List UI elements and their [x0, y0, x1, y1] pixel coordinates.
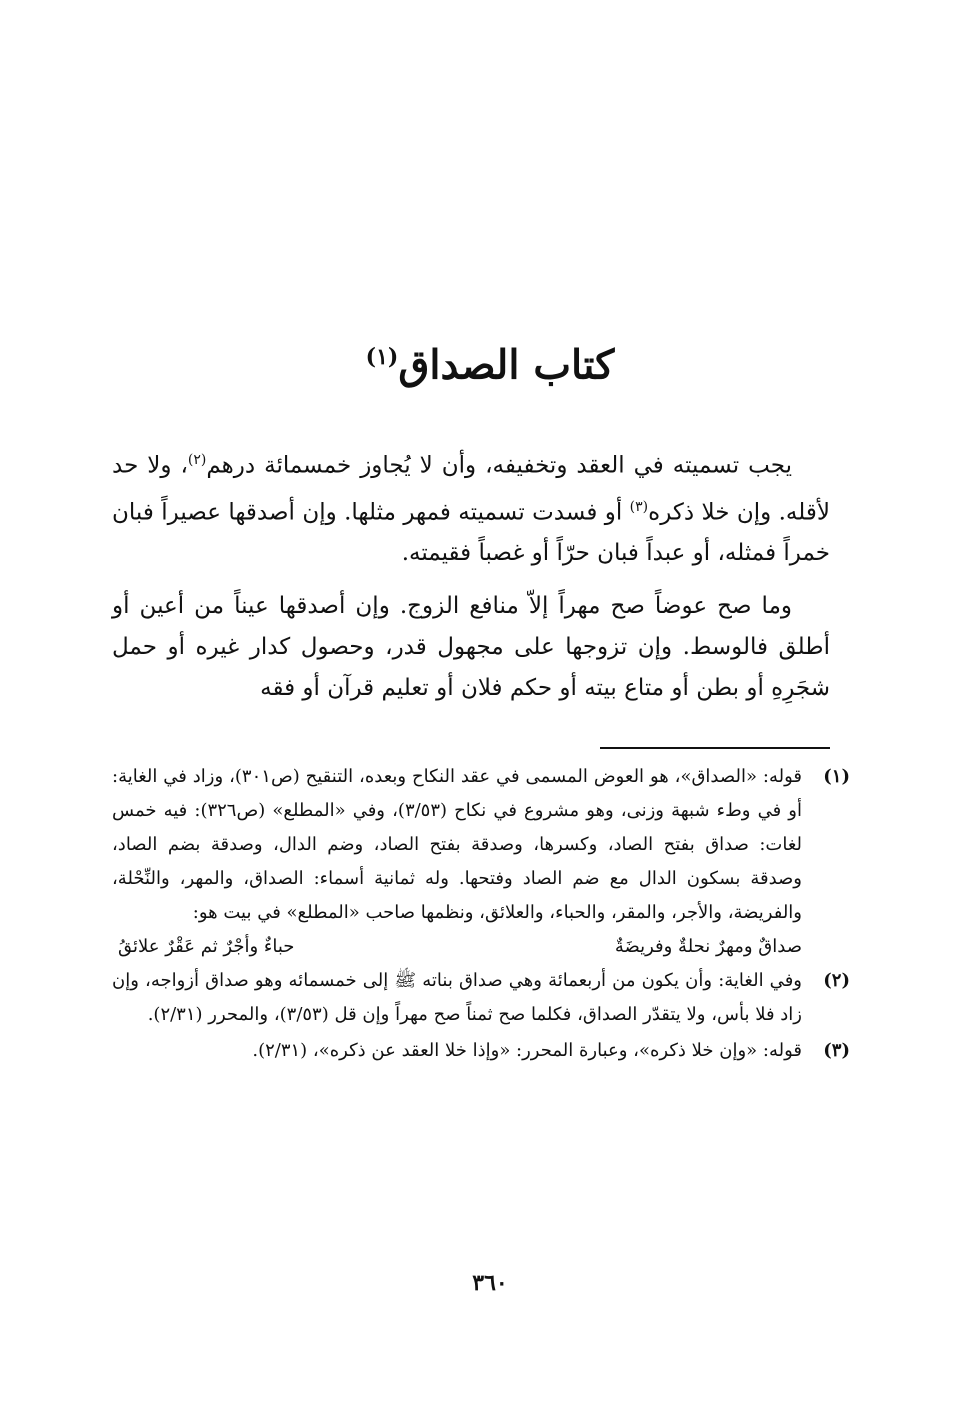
chapter-title-footnote-ref: (١) — [365, 343, 399, 370]
footnotes — [112, 760, 850, 1068]
footnote-1-body — [112, 760, 802, 930]
verse-first-hemistich: صداقٌ ومهرٌ نحلةٌ وفريضَةٌ — [614, 936, 802, 957]
footnote-ref-2: (٢) — [187, 452, 207, 468]
footnote-1-number: (١) — [823, 766, 850, 787]
footnote-separator — [600, 747, 830, 749]
footnote-2-text: وفي الغاية: وأن يكون من أربعمائة وهي صداق بناته ﷺ إلى خمسمائه وهو صداق أزواجه، وإن زاد فلا بأس، ولا يتقدّر الصداق، فكلما صح ثمناً صح مهراً وإن قل (٣/٥٣)، والمحرر (٢/٣١). — [112, 970, 802, 1025]
chapter-title-text: كتاب الصداق — [398, 341, 615, 389]
chapter-title — [0, 327, 980, 395]
footnote-1-verse — [112, 930, 850, 964]
paragraph-1-part-3: أو فسدت تسميته فمهر مثلها. وإن أصدقها عصيراً فبان خمراً فمثله، أو عبداً فبان حرّاً أو غصباً فقيمته. — [112, 499, 830, 567]
main-text — [112, 440, 830, 709]
paragraph-1-part-1: يجب تسميته في العقد وتخفيفه، وأن لا يُجاوز خمسمائة درهم — [206, 452, 792, 479]
page-number: ٣٦٠ — [472, 1270, 508, 1296]
paragraph-1 — [112, 440, 830, 574]
footnote-ref-3: (٣) — [629, 498, 649, 515]
footnote-3 — [112, 1034, 850, 1068]
paragraph-1-part-2: ، ولا حد لأقله. وإن خلا ذكره — [112, 452, 830, 526]
footnote-3-text: قوله: «وإن خلا ذكره»، وعبارة المحرر: «وإذا خلا العقد عن ذكره»، (٢/٣١). — [252, 1040, 802, 1061]
footnote-1 — [112, 760, 850, 930]
paragraph-2: وما صح عوضاً صح مهراً إلاّ منافع الزوج. وإن أصدقها عيناً من أعين أو أطلق فالوسط. وإن تزوجها على مجهول قدر، وحصول كدار غيره أو حمل شجَرِهِ أو بطن أو متاع بيته أو حكم فلان أو تعليم قرآن أو فقه — [112, 593, 830, 702]
footnote-2 — [112, 964, 850, 1032]
footnote-3-number: (٣) — [823, 1040, 850, 1061]
verse-second-hemistich: حباءٌ وأجْرٌ ثم عَقْرٌ علائقُ — [118, 936, 295, 957]
footnote-1-text: قوله: «الصداق»، هو العوض المسمى في عقد النكاح وبعده، التنقيح (ص٣٠١)، وزاد في الغاية: أو في وطء شبهة وزنى، وهو مشروع في نكاح (٣/٥٣)، وفي «المطلع» (ص٣٢٦): فيه خمس لغات: صداق بفتح الصاد، وكسرها، وصدقة بفتح الصاد، وضم الدال، وصدقة بضم الصاد، وصدقة بسكون الدال مع ضم الصاد وفتحها. وله ثمانية أسماء: الصداق، والمهر، والنِّحْلة، والفريضة، والأجر، والمقر، والحباء، والعلائق، ونظمها صاحب «المطلع» في بيت هو: — [112, 766, 802, 923]
footnote-2-number: (٢) — [823, 970, 850, 991]
